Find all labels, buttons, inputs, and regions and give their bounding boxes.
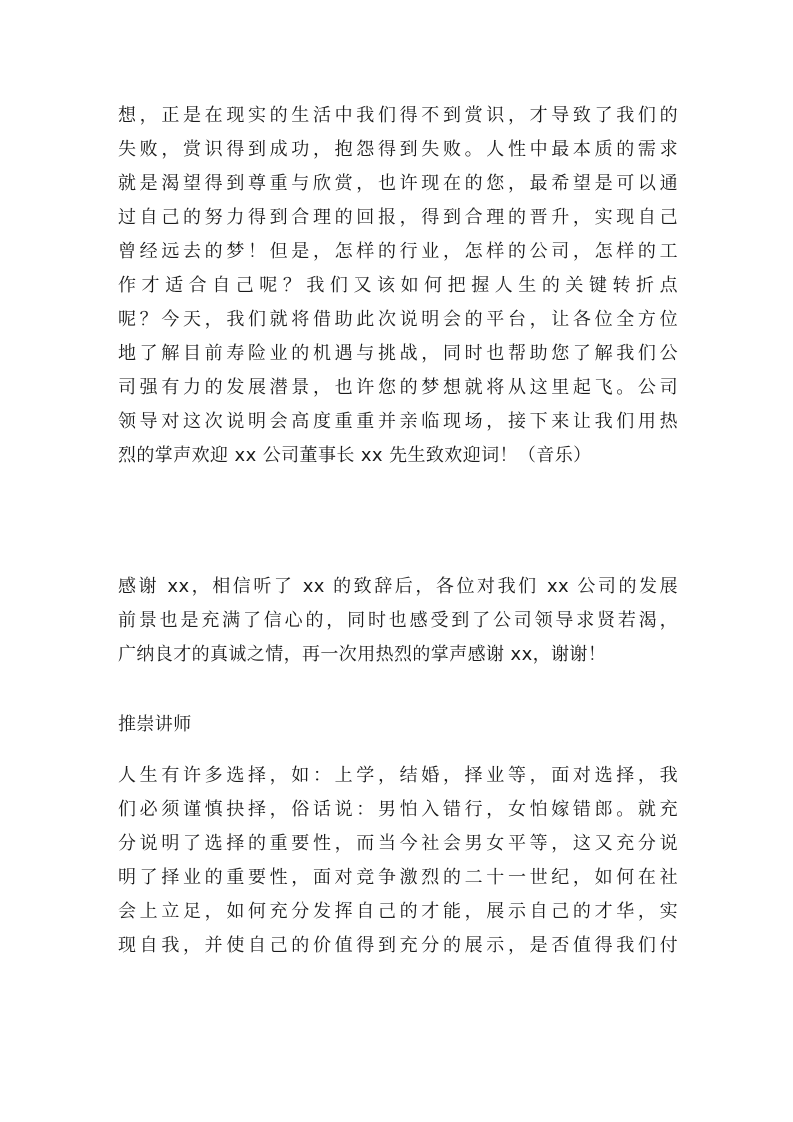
text-line: 前景也是充满了信心的，同时也感受到了公司领导求贤若渴， <box>118 610 678 631</box>
text-line: 想，正是在现实的生活中我们得不到赏识，才导致了我们的 <box>118 105 678 126</box>
text-line: 分说明了选择的重要性，而当今社会男女平等，这又充分说 <box>118 833 678 854</box>
text-line: 作才适合自己呢？我们又该如何把握人生的关键转折点 <box>118 275 678 296</box>
paragraph-welcome-speech <box>118 99 678 473</box>
text-line: 会上立足，如何充分发挥自己的才能，展示自己的才华，实 <box>118 901 678 922</box>
paragraph-thanks <box>118 570 678 672</box>
heading-text: 推崇讲师 <box>118 714 192 735</box>
text-line: 地了解目前寿险业的机遇与挑战，同时也帮助您了解我们公 <box>118 343 678 364</box>
text-line: 曾经远去的梦！但是，怎样的行业，怎样的公司，怎样的工 <box>118 241 678 262</box>
text-line: 失败，赏识得到成功，抱怨得到失败。人性中最本质的需求 <box>118 139 678 160</box>
text-line: 感谢 xx，相信听了 xx 的致辞后，各位对我们 xx 公司的发展 <box>118 576 678 597</box>
text-line: 领导对这次说明会高度重重并亲临现场，接下来让我们用热 <box>118 411 678 432</box>
section-heading <box>118 708 678 742</box>
text-line: 呢？今天，我们就将借助此次说明会的平台，让各位全方位 <box>118 309 678 330</box>
text-line: 们必须谨慎抉择，俗话说：男怕入错行，女怕嫁错郎。就充 <box>118 799 678 820</box>
paragraph-career-choice <box>118 759 678 963</box>
text-line: 过自己的努力得到合理的回报，得到合理的晋升，实现自己 <box>118 207 678 228</box>
text-line: 就是渴望得到尊重与欣赏，也许现在的您，最希望是可以通 <box>118 173 678 194</box>
text-line: 烈的掌声欢迎 xx 公司董事长 xx 先生致欢迎词！（音乐） <box>118 445 592 466</box>
text-line: 广纳良才的真诚之情，再一次用热烈的掌声感谢 xx，谢谢！ <box>118 644 607 665</box>
text-line: 明了择业的重要性，面对竞争激烈的二十一世纪，如何在社 <box>118 867 678 888</box>
text-line: 现自我，并使自己的价值得到充分的展示，是否值得我们付 <box>118 935 678 956</box>
text-line: 司强有力的发展潜景，也许您的梦想就将从这里起飞。公司 <box>118 377 678 398</box>
text-line: 人生有许多选择，如：上学，结婚，择业等，面对选择，我 <box>118 765 678 786</box>
